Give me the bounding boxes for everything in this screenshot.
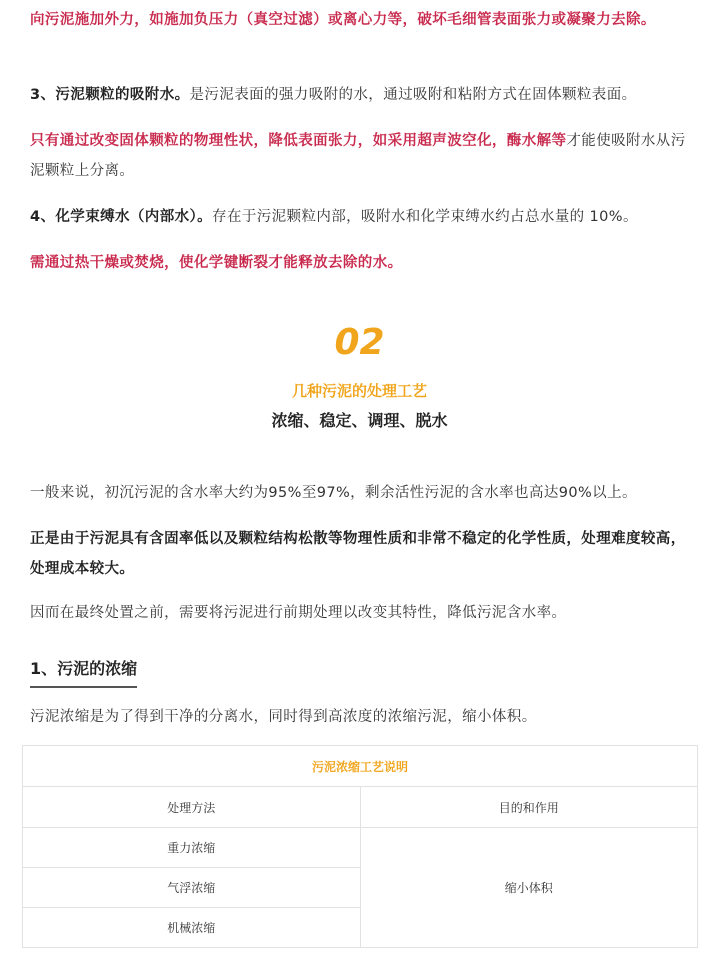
method-cell: 重力浓缩 [23, 828, 361, 868]
paragraph-difficulty: 正是由于污泥具有含固率低以及颗粒结构松散等物理性质和非常不稳定的化学性质，处理难度较高，处理成本较大。 [30, 531, 686, 577]
column-header-purpose: 目的和作用 [360, 787, 698, 828]
method-cell: 气浮浓缩 [23, 868, 361, 908]
paragraph-external-force: 向污泥施加外力，如施加负压力（真空过滤）或离心力等，破坏毛细管表面张力或凝聚力去除。 [30, 12, 656, 28]
purpose-cell: 缩小体积 [360, 828, 698, 948]
item-heading-bound-water: 4、化学束缚水（内部水）。 [30, 209, 213, 225]
item-text-bound-water: 存在于污泥颗粒内部，吸附水和化学束缚水约占总水量的 10%。 [212, 209, 638, 225]
paragraph-adsorbed-removal [30, 126, 692, 186]
paragraph-bound-water [30, 202, 692, 232]
table-header-row [23, 787, 698, 828]
table-caption: 污泥浓缩工艺说明 [23, 746, 698, 787]
paragraph-pretreatment: 因而在最终处置之前，需要将污泥进行前期处理以改变其特性，降低污泥含水率。 [30, 605, 567, 621]
thickening-process-table [22, 745, 698, 948]
paragraph-thickening: 污泥浓缩是为了得到干净的分离水，同时得到高浓度的浓缩污泥，缩小体积。 [30, 709, 537, 725]
paragraph-bound-removal: 需通过热干燥或焚烧，使化学键断裂才能释放去除的水。 [30, 255, 403, 271]
subsection-heading-thickening: 1、污泥的浓缩 [30, 656, 137, 688]
section-number: 02 [334, 322, 385, 363]
paragraph-water-content: 一般来说，初沉污泥的含水率大约为95%至97%，剩余活性污泥的含水率也高达90%以上。 [30, 485, 637, 501]
item-text-adsorbed-water: 是污泥表面的强力吸附的水，通过吸附和粘附方式在固体颗粒表面。 [189, 87, 637, 103]
table-row [23, 828, 698, 868]
section-subtitle: 浓缩、稳定、调理、脱水 [271, 411, 448, 430]
paragraph-adsorbed-water [30, 80, 692, 110]
method-cell: 机械浓缩 [23, 908, 361, 948]
column-header-method: 处理方法 [23, 787, 361, 828]
item-heading-adsorbed-water: 3、污泥颗粒的吸附水。 [30, 87, 190, 103]
emphasis-adsorbed-removal: 只有通过改变固体颗粒的物理性状，降低表面张力，如采用超声波空化，酶水解等 [30, 133, 567, 149]
section-title: 几种污泥的处理工艺 [291, 382, 427, 400]
table-caption-row [23, 746, 698, 787]
text-adsorbed-removal: 才能使吸附水从污泥颗粒上分离。 [30, 133, 686, 179]
